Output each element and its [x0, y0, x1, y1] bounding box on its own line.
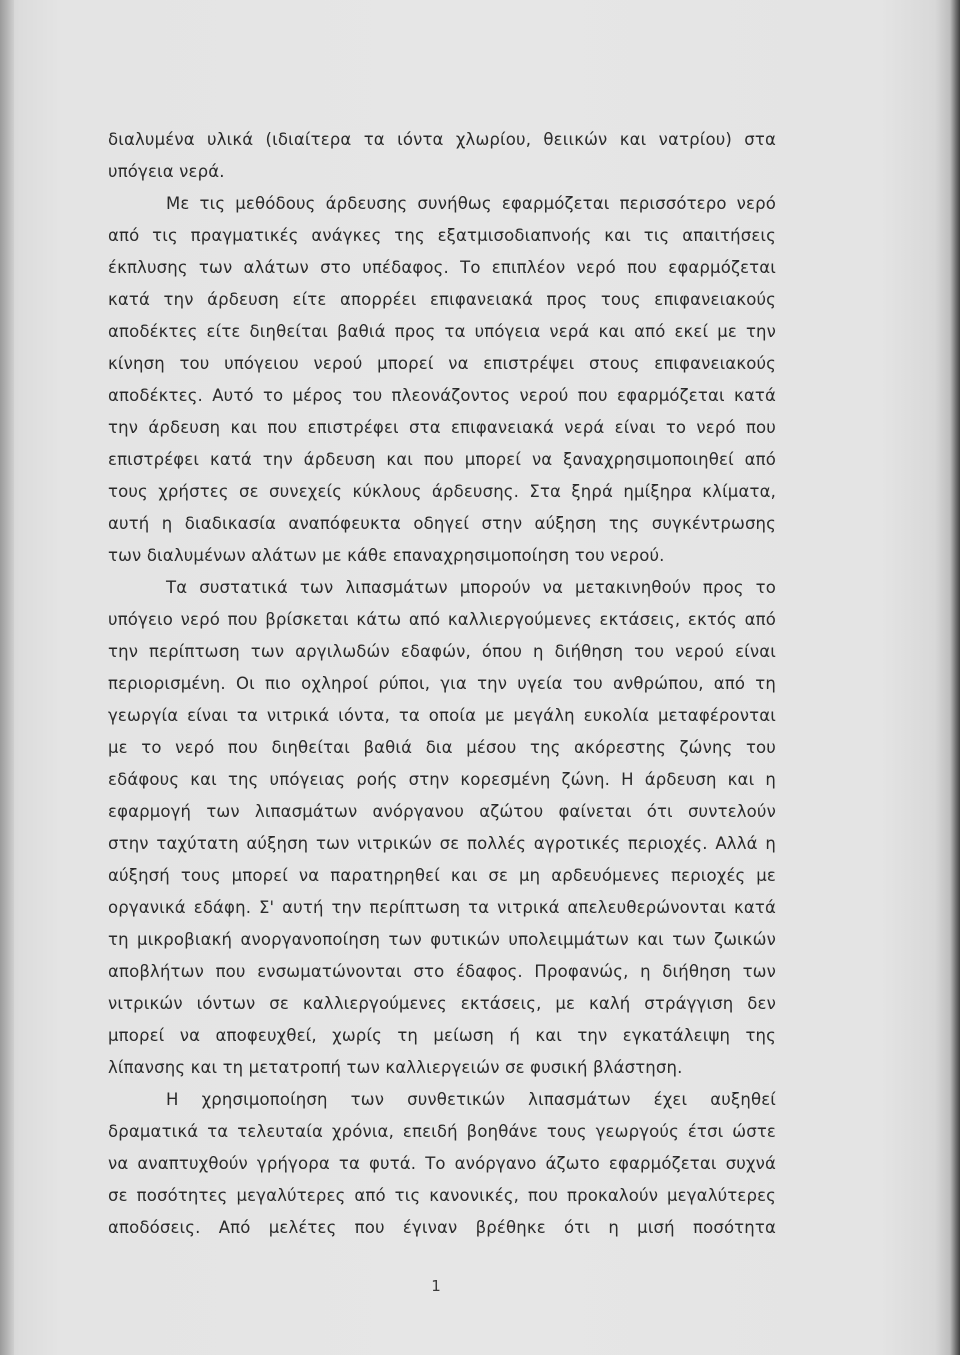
text-line: λίπανσης και τη μετατροπή των καλλιεργειών σε φυσική βλάστηση. — [108, 1058, 683, 1077]
text-line: τους χρήστες σε συνεχείς κύκλους άρδευσης. Στα ξηρά ημίξηρα κλίματα, — [108, 482, 776, 501]
text-line: αποδέκτες. Αυτό το μέρος του πλεονάζοντος νερού που εφαρμόζεται κατά — [108, 386, 776, 405]
text-line: εδάφους και της υπόγειας ροής στην κορεσμένη ζώνη. Η άρδευση και η — [108, 770, 776, 789]
text-line: έκπλυσης των αλάτων στο υπέδαφος. Το επιπλέον νερό που εφαρμόζεται — [108, 258, 776, 277]
text-line: υπόγεια νερά. — [108, 162, 225, 181]
text-line: κατά την άρδευση είτε απορρέει επιφανειακά προς τους επιφανειακούς — [108, 290, 776, 309]
text-line: σε ποσότητες μεγαλύτερες από τις κανονικές, που προκαλούν μεγαλύτερες — [108, 1186, 776, 1205]
text-line: νιτρικών ιόντων σε καλλιεργούμενες εκτάσεις, με καλή στράγγιση δεν — [108, 994, 776, 1013]
text-line: στην ταχύτατη αύξηση των νιτρικών σε πολλές αγροτικές περιοχές. Αλλά η — [108, 834, 776, 853]
text-line: αύξησή τους μπορεί να παρατηρηθεί και σε μη αρδευόμενες περιοχές με — [108, 866, 776, 885]
text-line: κίνηση του υπόγειου νερού μπορεί να επιστρέψει στους επιφανειακούς — [108, 354, 776, 373]
text-line: Τα συστατικά των λιπασμάτων μπορούν να μετακινηθούν προς το — [166, 578, 776, 597]
text-line: αποδόσεις. Από μελέτες που έγιναν βρέθηκε ότι η μισή ποσότητα — [108, 1218, 776, 1237]
text-line: μπορεί να αποφευχθεί, χωρίς τη μείωση ή και την εγκατάλειψη της — [108, 1026, 776, 1045]
page-right-edge-shadow — [950, 0, 960, 1355]
text-line: υπόγειο νερό που βρίσκεται κάτω από καλλιεργούμενες εκτάσεις, εκτός από — [108, 610, 776, 629]
text-line: των διαλυμένων αλάτων με κάθε επαναχρησιμοποίηση του νερού. — [108, 546, 665, 565]
text-line: την άρδευση και που επιστρέφει στα επιφανειακά νερά είναι το νερό που — [108, 418, 776, 437]
text-line: οργανικά εδάφη. Σ' αυτή την περίπτωση τα νιτρικά απελευθερώνονται κατά — [108, 898, 776, 917]
text-line: Η χρησιμοποίηση των συνθετικών λιπασμάτων έχει αυξηθεί — [166, 1090, 776, 1109]
text-line: Με τις μεθόδους άρδευσης συνήθως εφαρμόζεται περισσότερο νερό — [166, 194, 776, 213]
page-number: 1 — [431, 1277, 441, 1295]
binding-edge-shadow — [0, 0, 14, 1355]
text-line: αποδέκτες είτε διηθείται βαθιά προς τα υπόγεια νερά και από εκεί με την — [108, 322, 776, 341]
text-line: γεωργία είναι τα νιτρικά ιόντα, τα οποία με μεγάλη ευκολία μεταφέρονται — [108, 706, 776, 725]
text-line: διαλυμένα υλικά (ιδιαίτερα τα ιόντα χλωρίου, θειικών και νατρίου) στα — [108, 130, 776, 149]
text-line: τη μικροβιακή ανοργανοποίηση των φυτικών υπολειμμάτων και των ζωικών — [108, 930, 776, 949]
text-line: επιστρέφει κατά την άρδευση και που μπορεί να ξαναχρησιμοποιηθεί από — [108, 450, 776, 469]
text-line: με το νερό που διηθείται βαθιά δια μέσου της ακόρεστης ζώνης του — [108, 738, 776, 757]
text-line: από τις πραγματικές ανάγκες της εξατμισοδιαπνοής και τις απαιτήσεις — [108, 226, 776, 245]
text-line: εφαρμογή των λιπασμάτων ανόργανου αζώτου φαίνεται ότι συντελούν — [108, 802, 776, 821]
text-line: περιορισμένη. Οι πιο οχληροί ρύποι, για την υγεία του ανθρώπου, από τη — [108, 674, 776, 693]
body-text — [108, 124, 776, 1244]
text-line: την περίπτωση των αργιλωδών εδαφών, όπου η διήθηση του νερού είναι — [108, 642, 776, 661]
text-line: δραματικά τα τελευταία χρόνια, επειδή βοηθάνε τους γεωργούς έτσι ώστε — [108, 1122, 776, 1141]
text-line: αποβλήτων που ενσωματώνονται στο έδαφος. Προφανώς, η διήθηση των — [108, 962, 776, 981]
text-line: αυτή η διαδικασία αναπόφευκτα οδηγεί στην αύξηση της συγκέντρωσης — [108, 514, 776, 533]
text-line: να αναπτυχθούν γρήγορα τα φυτά. Το ανόργανο άζωτο εφαρμόζεται συχνά — [108, 1154, 776, 1173]
